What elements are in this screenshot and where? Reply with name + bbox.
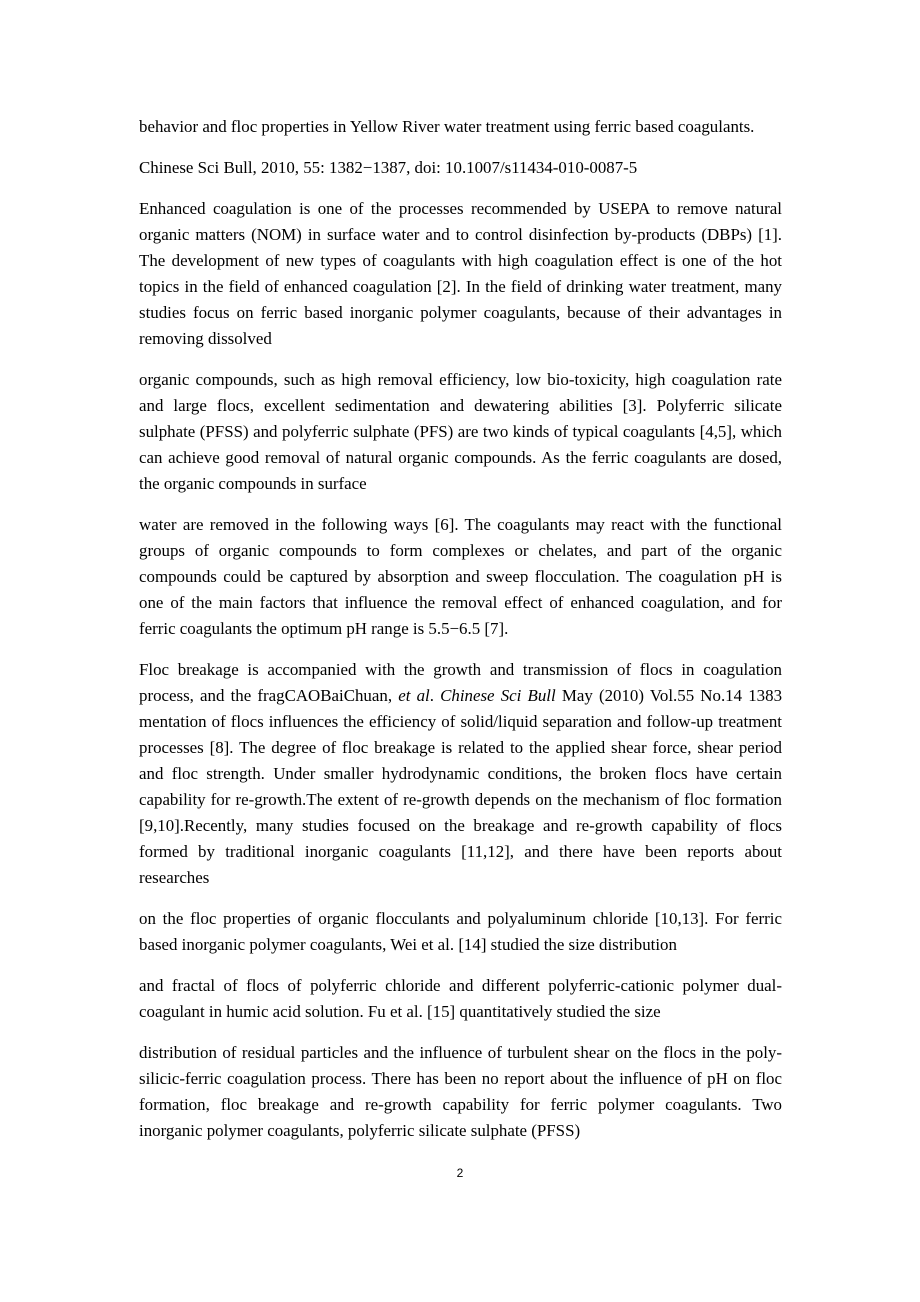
paragraph-enhanced-coagulation: Enhanced coagulation is one of the processes recommended by USEPA to remove natural organic matters (NOM) in surface water and to control disinfection by-products (DBPs) [1]. The development of new types of coagulants with high coagulation effect is one of the hot topics in the field of enhanced coagulation [2]. In the field of drinking water treatment, many studies focus on ferric based inorganic polymer coagulants, because of their advantages in removing dissolved — [139, 199, 782, 348]
et-al-italic: et al — [398, 686, 430, 705]
paragraph-organic-flocculants: on the floc properties of organic flocculants and polyaluminum chloride [10,13]. For ferric based inorganic polymer coagulants, Wei et al. [14] studied the size distribution — [139, 909, 782, 954]
paragraph-citation: Chinese Sci Bull, 2010, 55: 1382−1387, doi: 10.1007/s11434-010-0087-5 — [139, 158, 638, 177]
paragraph-water-removal: water are removed in the following ways [6]. The coagulants may react with the functional groups of organic compounds to form complexes or chelates, and part of the organic compounds could be captured by absorption and sweep flocculation. The coagulation pH is one of the main factors that influence the removal effect of enhanced coagulation, and for ferric coagulants the optimum pH range is 5.5−6.5 [7]. — [139, 515, 782, 638]
paragraph-floc-breakage — [139, 657, 782, 891]
page-number: 2 — [456, 1166, 464, 1180]
paragraph-reference-title-continued: behavior and floc properties in Yellow River water treatment using ferric based coagulants. — [139, 117, 755, 136]
body-text — [139, 114, 782, 1159]
journal-name-italic: Chinese Sci Bull — [440, 686, 556, 705]
floc-breakage-text-start: Floc breakage is accompanied with the growth and transmission of flocs in coagulation process, and the fragCAOBaiChuan, — [139, 660, 782, 705]
paragraph-residual-particles: distribution of residual particles and the influence of turbulent shear on the flocs in the poly-silicic-ferric coagulation process. There has been no report about the influence of pH on floc formation, floc breakage and re-growth capability for ferric polymer coagulants. Two inorganic polymer coagulants, polyferric silicate sulphate (PFSS) — [139, 1043, 782, 1140]
paragraph-fractal-flocs: and fractal of flocs of polyferric chloride and different polyferric-cationic polymer dual-coagulant in humic acid solution. Fu et al. [15] quantitatively studied the size — [139, 976, 782, 1021]
separator-text: . — [429, 686, 441, 705]
floc-breakage-text-end: May (2010) Vol.55 No.14 1383 mentation of flocs influences the efficiency of solid/liquid separation and follow-up treatment processes [8]. The degree of floc breakage is related to the applied shear force, shear period and floc strength. Under smaller hydrodynamic conditions, the broken flocs have certain capability for re-growth.The extent of re-growth depends on the mechanism of floc formation [9,10].Recently, many studies focused on the breakage and re-growth capability of flocs formed by traditional inorganic coagulants [11,12], and there have been reports about researches — [139, 686, 783, 887]
paragraph-organic-compounds: organic compounds, such as high removal efficiency, low bio-toxicity, high coagulation rate and large flocs, excellent sedimentation and dewatering abilities [3]. Polyferric silicate sulphate (PFSS) and polyferric sulphate (PFS) are two kinds of typical coagulants [4,5], which can achieve good removal of natural organic compounds. As the ferric coagulants are dosed, the organic compounds in surface — [139, 370, 782, 493]
